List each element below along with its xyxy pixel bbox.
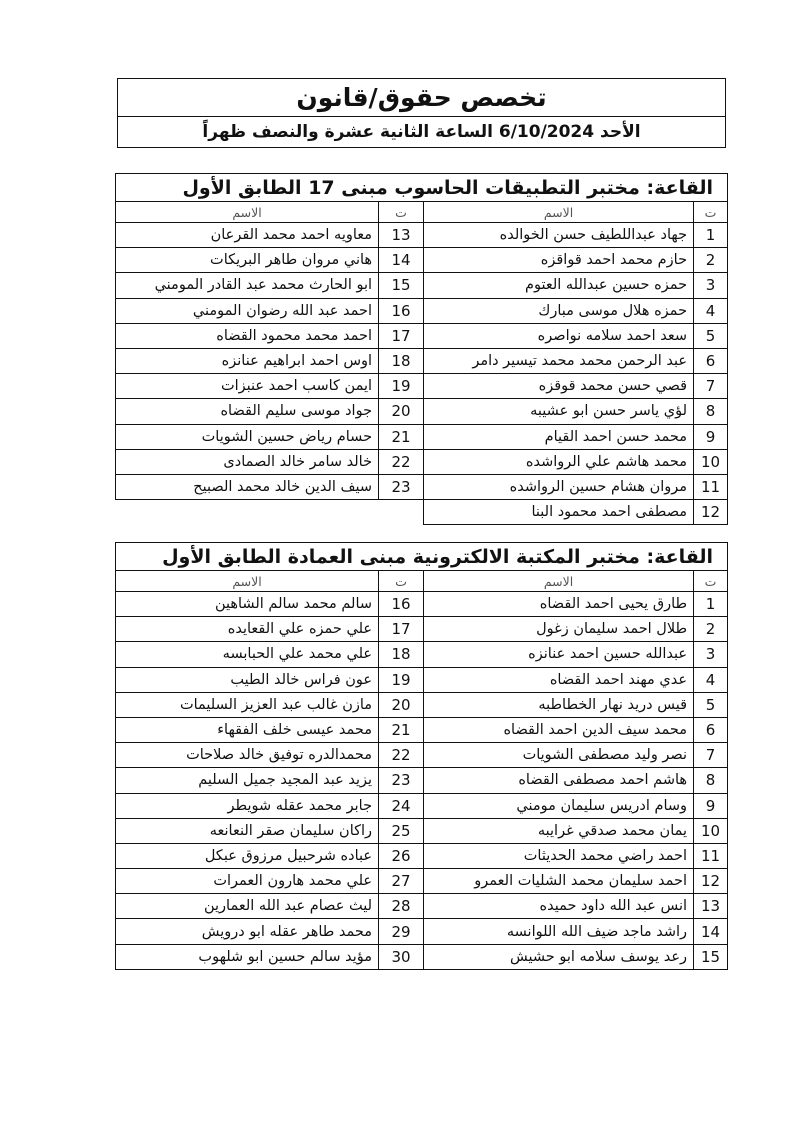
student-name: ابو الحارث محمد عبد القادر المومني	[116, 273, 379, 298]
student-name: احمد محمد محمود القضاه	[116, 323, 379, 348]
student-name: وسام ادريس سليمان مومني	[424, 793, 694, 818]
student-number: 12	[694, 869, 728, 894]
student-number: 13	[694, 894, 728, 919]
student-number: 4	[694, 298, 728, 323]
lab2-rows	[116, 592, 728, 970]
student-number: 5	[694, 323, 728, 348]
student-number: 21	[379, 717, 424, 742]
student-name: محمد عيسى خلف الفقهاء	[116, 717, 379, 742]
student-name: انس عبد الله داود حميده	[424, 894, 694, 919]
student-number: 10	[694, 449, 728, 474]
table-row	[116, 843, 728, 868]
student-number: 18	[379, 642, 424, 667]
student-number: 11	[694, 474, 728, 499]
student-number: 29	[379, 919, 424, 944]
student-number: 14	[694, 919, 728, 944]
student-number: 5	[694, 692, 728, 717]
table-row	[116, 592, 728, 617]
student-name: معاويه احمد محمد القرعان	[116, 223, 379, 248]
document-title: تخصص حقوق/قانون	[118, 79, 726, 117]
student-name: جواد موسى سليم القضاه	[116, 399, 379, 424]
lab2-title: القاعة: مختبر المكتبة الالكترونية مبنى العمادة الطابق الأول	[116, 543, 728, 571]
student-name: يزيد عبد المجيد جميل السليم	[116, 768, 379, 793]
student-name: علي حمزه علي القعايده	[116, 617, 379, 642]
table-row	[116, 500, 728, 525]
student-name: حازم محمد احمد قواقزه	[424, 248, 694, 273]
student-name: ليث عصام عبد الله العمارين	[116, 894, 379, 919]
student-name: محمدالدره توفيق خالد صلاحات	[116, 743, 379, 768]
student-name: مروان هشام حسين الرواشده	[424, 474, 694, 499]
student-number: 11	[694, 843, 728, 868]
student-name: اوس احمد ابراهيم عنانزه	[116, 348, 379, 373]
table-row	[116, 323, 728, 348]
table-row	[116, 919, 728, 944]
lab1-rows	[116, 223, 728, 525]
student-name: رعد يوسف سلامه ابو حشيش	[424, 944, 694, 969]
student-name: محمد هاشم علي الرواشده	[424, 449, 694, 474]
student-name: محمد حسن احمد القيام	[424, 424, 694, 449]
student-number: 19	[379, 667, 424, 692]
student-name: علي محمد علي الحبابسه	[116, 642, 379, 667]
table-row	[116, 223, 728, 248]
student-name: حسام رياض حسين الشويات	[116, 424, 379, 449]
student-number: 3	[694, 642, 728, 667]
student-name: مازن غالب عبد العزيز السليمات	[116, 692, 379, 717]
student-number: 8	[694, 399, 728, 424]
student-name: هاني مروان طاهر البريكات	[116, 248, 379, 273]
student-name: عباده شرحبيل مرزوق عبكل	[116, 843, 379, 868]
table-row	[116, 298, 728, 323]
lab1-col-num-right: ت	[694, 202, 728, 223]
student-number: 22	[379, 449, 424, 474]
student-number: 28	[379, 894, 424, 919]
student-name: عون فراس خالد الطيب	[116, 667, 379, 692]
student-name: قيس دريد نهار الخطاطبه	[424, 692, 694, 717]
student-name: هاشم احمد مصطفى القضاه	[424, 768, 694, 793]
student-number: 26	[379, 843, 424, 868]
student-number: 4	[694, 667, 728, 692]
student-number: 16	[379, 592, 424, 617]
student-number: 2	[694, 248, 728, 273]
table-row	[116, 768, 728, 793]
table-row	[116, 818, 728, 843]
student-number: 17	[379, 323, 424, 348]
student-number: 7	[694, 743, 728, 768]
student-number: 8	[694, 768, 728, 793]
table-row	[116, 474, 728, 499]
lab2-col-name-left: الاسم	[116, 571, 379, 592]
lab2-col-num-right: ت	[694, 571, 728, 592]
table-row	[116, 449, 728, 474]
student-name: عبدالله حسين احمد عنانزه	[424, 642, 694, 667]
student-number: 9	[694, 424, 728, 449]
student-name: طارق يحيى احمد القضاه	[424, 592, 694, 617]
student-name: عدي مهند احمد القضاه	[424, 667, 694, 692]
lab1-col-name-left: الاسم	[116, 202, 379, 223]
lab1-col-num-left: ت	[379, 202, 424, 223]
student-name: محمد طاهر عقله ابو درويش	[116, 919, 379, 944]
student-number: 12	[694, 500, 728, 525]
student-number: 16	[379, 298, 424, 323]
student-number: 30	[379, 944, 424, 969]
student-name	[116, 500, 379, 525]
student-number: 3	[694, 273, 728, 298]
student-name: ايمن كاسب احمد عنبزات	[116, 374, 379, 399]
table-row	[116, 894, 728, 919]
table-row	[116, 424, 728, 449]
student-name: حمزه هلال موسى مبارك	[424, 298, 694, 323]
student-number: 22	[379, 743, 424, 768]
student-number: 23	[379, 768, 424, 793]
table-row	[116, 248, 728, 273]
student-number: 1	[694, 223, 728, 248]
lab2-table	[115, 542, 728, 970]
table-row	[116, 793, 728, 818]
student-number: 10	[694, 818, 728, 843]
student-name: لؤي ياسر حسن ابو عشيبه	[424, 399, 694, 424]
student-number	[379, 500, 424, 525]
student-name: نصر وليد مصطفى الشويات	[424, 743, 694, 768]
student-number: 25	[379, 818, 424, 843]
lab1-col-name-right: الاسم	[424, 202, 694, 223]
student-number: 6	[694, 348, 728, 373]
student-name: محمد سيف الدين احمد القضاه	[424, 717, 694, 742]
student-number: 20	[379, 692, 424, 717]
exam-date-line: الأحد 6/10/2024 الساعة الثانية عشرة والنصف ظهراً	[118, 117, 726, 148]
student-number: 7	[694, 374, 728, 399]
table-row	[116, 667, 728, 692]
student-number: 17	[379, 617, 424, 642]
student-name: احمد عبد الله رضوان المومني	[116, 298, 379, 323]
student-number: 6	[694, 717, 728, 742]
student-number: 15	[379, 273, 424, 298]
table-row	[116, 717, 728, 742]
student-name: مصطفى احمد محمود البنا	[424, 500, 694, 525]
table-row	[116, 743, 728, 768]
student-number: 13	[379, 223, 424, 248]
student-number: 24	[379, 793, 424, 818]
table-row	[116, 374, 728, 399]
student-name: قصي حسن محمد قوقزه	[424, 374, 694, 399]
student-name: طلال احمد سليمان زغول	[424, 617, 694, 642]
student-name: راكان سليمان صقر النعانعه	[116, 818, 379, 843]
student-number: 18	[379, 348, 424, 373]
student-name: جابر محمد عقله شويطر	[116, 793, 379, 818]
student-name: سعد احمد سلامه نواصره	[424, 323, 694, 348]
table-row	[116, 273, 728, 298]
table-row	[116, 869, 728, 894]
student-name: عبد الرحمن محمد محمد تيسير دامر	[424, 348, 694, 373]
table-row	[116, 399, 728, 424]
table-row	[116, 944, 728, 969]
document-header	[117, 78, 726, 148]
student-number: 19	[379, 374, 424, 399]
student-name: مؤيد سالم حسين ابو شلهوب	[116, 944, 379, 969]
student-name: حمزه حسين عبدالله العتوم	[424, 273, 694, 298]
student-name: احمد سليمان محمد الشليات العمرو	[424, 869, 694, 894]
student-number: 14	[379, 248, 424, 273]
student-name: علي محمد هارون العمرات	[116, 869, 379, 894]
student-number: 21	[379, 424, 424, 449]
student-number: 2	[694, 617, 728, 642]
student-number: 23	[379, 474, 424, 499]
lab1-title: القاعة: مختبر التطبيقات الحاسوب مبنى 17 الطابق الأول	[116, 174, 728, 202]
student-name: سيف الدين خالد محمد الصبيح	[116, 474, 379, 499]
student-number: 1	[694, 592, 728, 617]
student-number: 20	[379, 399, 424, 424]
student-number: 27	[379, 869, 424, 894]
student-name: سالم محمد سالم الشاهين	[116, 592, 379, 617]
lab2-col-num-left: ت	[379, 571, 424, 592]
student-name: يمان محمد صدقي غرايبه	[424, 818, 694, 843]
lab2-col-name-right: الاسم	[424, 571, 694, 592]
student-name: راشد ماجد ضيف الله اللوانسه	[424, 919, 694, 944]
student-number: 15	[694, 944, 728, 969]
table-row	[116, 348, 728, 373]
student-name: خالد سامر خالد الصمادى	[116, 449, 379, 474]
student-name: احمد راضي محمد الحديثات	[424, 843, 694, 868]
table-row	[116, 617, 728, 642]
table-row	[116, 692, 728, 717]
student-number: 9	[694, 793, 728, 818]
student-name: جهاد عبداللطيف حسن الخوالده	[424, 223, 694, 248]
table-row	[116, 642, 728, 667]
lab1-table	[115, 173, 728, 525]
